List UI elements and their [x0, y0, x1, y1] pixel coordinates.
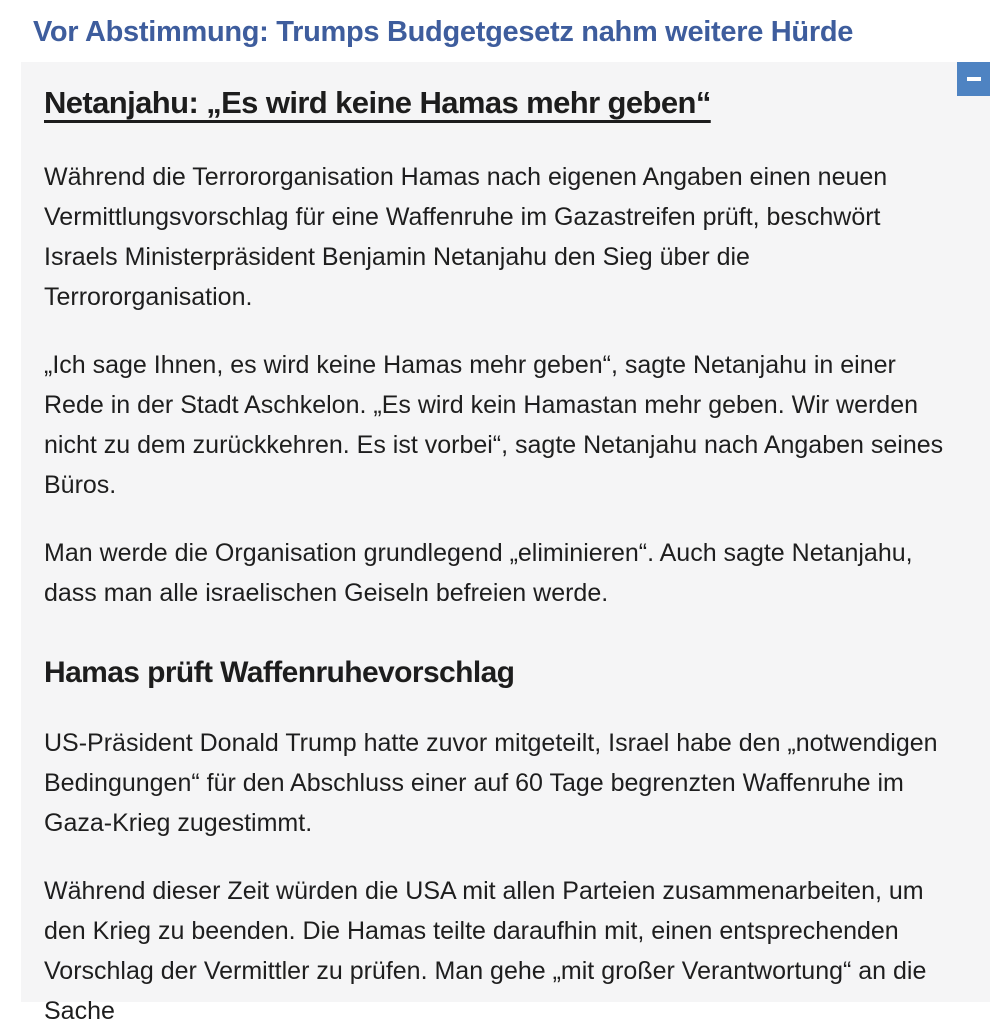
post-paragraph: Man werde die Organisation grundlegend „eliminieren“. Auch sagte Netanjahu, dass man alle israelischen Geiseln befreien werde.	[44, 539, 913, 607]
liveblog-post-card	[21, 62, 990, 1025]
post-paragraph: „Ich sage Ihnen, es wird keine Hamas mehr geben“, sagte Netanjahu in einer Rede in der Stadt Aschkelon. „Es wird kein Hamastan mehr geben. Wir werden nicht zu dem zurückkehren. Es ist vorbei“, sagte Netanjahu nach Angaben seines Büros.	[44, 351, 944, 499]
post-paragraph: Während die Terrororganisation Hamas nach eigenen Angaben einen neuen Vermittlungsvorschlag für eine Waffenruhe im Gazastreifen prüft, beschwört Israels Ministerpräsident Benjamin Netanjahu den Sieg über die Terrororganisation.	[44, 163, 888, 311]
liveblog-collapsed-entry-headline[interactable]: Vor Abstimmung: Trumps Budgetgesetz nahm weitere Hürde	[33, 16, 854, 48]
minus-icon	[967, 77, 981, 81]
post-body	[44, 157, 960, 1031]
post-title: Netanjahu: „Es wird keine Hamas mehr geben“	[44, 85, 711, 120]
post-paragraph: Während dieser Zeit würden die USA mit allen Parteien zusammenarbeiten, um den Krieg zu beenden. Die Hamas teilte daraufhin mit, einen entsprechenden Vorschlag der Vermittler zu prüfen. Man gehe „mit großer Verantwortung“ an die Sache	[44, 877, 927, 1025]
post-subheading: Hamas prüft Waffenruhevorschlag	[44, 656, 515, 689]
post-paragraph: US-Präsident Donald Trump hatte zuvor mitgeteilt, Israel habe den „notwendigen Bedingungen“ für den Abschluss einer auf 60 Tage begrenzten Waffenruhe im Gaza-Krieg zugestimmt.	[44, 729, 938, 837]
collapse-post-button[interactable]	[957, 62, 990, 96]
